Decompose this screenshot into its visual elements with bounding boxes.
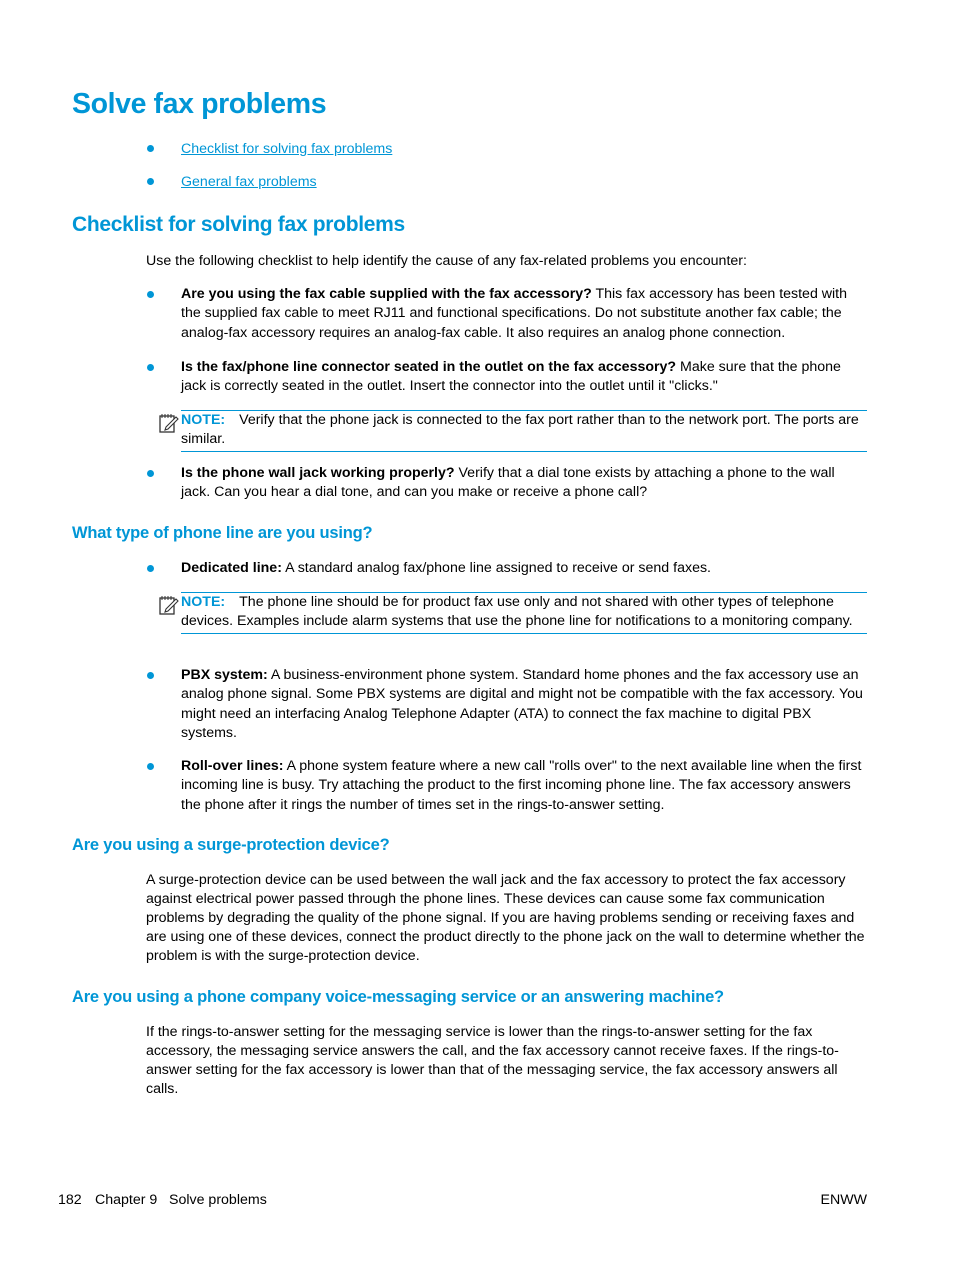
section-heading-phone-line: What type of phone line are you using? (72, 524, 373, 542)
bullet-icon (147, 145, 154, 152)
note-label: NOTE: (181, 412, 226, 428)
note-icon (157, 412, 179, 434)
item-text: A standard analog fax/phone line assigned to receive or send faxes. (281, 560, 711, 576)
item-bold: Is the fax/phone line connector seated in the outlet on the fax accessory? (181, 359, 677, 375)
item-bold: PBX system: (181, 667, 268, 683)
toc-link-checklist[interactable]: Checklist for solving fax problems (181, 141, 393, 157)
list-item (145, 559, 867, 578)
item-bold: Dedicated line: (181, 560, 282, 576)
item-text: Make sure that the phone jack is correctly seated in the outlet. Insert the connector into the outlet until it "clicks." (181, 359, 841, 395)
bullet-icon (147, 364, 154, 371)
list-item (145, 757, 867, 815)
item-bold: Is the phone wall jack working properly? (181, 465, 455, 481)
bullet-icon (147, 763, 154, 770)
list-item (145, 464, 867, 503)
list-item (145, 285, 867, 343)
bullet-icon (147, 178, 154, 185)
bullet-icon (147, 291, 154, 298)
item-text: A phone system feature where a new call "rolls over" to the next available line when the first incoming line is busy. Try attaching the product to the first incoming phone line. The fax accessory answers the phone after it rings the number of times set in the rings-to-answer setting. (181, 758, 862, 813)
section-heading-voice: Are you using a phone company voice-messaging service or an answering machine? (72, 988, 724, 1006)
note-text: The phone line should be for product fax use only and not shared with other types of telephone devices. Examples include alarm systems that use the phone line for notifications to a monitoring company. (181, 594, 853, 629)
item-text: A business-environment phone system. Standard home phones and the fax accessory use an analog phone signal. Some PBX systems are digital and might not be compatible with the fax accessory. You might need an interfacing Analog Telephone Adapter (ATA) to connect the fax machine to digital PBX systems. (181, 667, 863, 741)
bullet-icon (147, 565, 154, 572)
item-text: Verify that a dial tone exists by attaching a phone to the wall jack. Can you hear a dial tone, and can you make or receive a phone call? (181, 465, 835, 501)
footer-chapter-title: Solve problems (169, 1192, 267, 1208)
list-item (145, 358, 867, 397)
surge-body: A surge-protection device can be used between the wall jack and the fax accessory to protect the fax accessory against electrical power passed through the phone lines. These devices can cause some fax communication problems by degrading the quality of the phone signal. If you are having problems sending or receiving faxes and are using one of these devices, connect the product directly to the phone jack on the wall to determine whether the problem is with the surge-protection device. (146, 872, 865, 964)
voice-body: If the rings-to-answer setting for the messaging service is lower than the rings-to-answer setting for the fax accessory, the messaging service answers the call, and the fax accessory cannot receive faxes. If the rings-to-answer setting for the fax accessory is lower than that of the messaging service, the fax accessory answers all calls. (146, 1024, 839, 1097)
section-heading-surge: Are you using a surge-protection device? (72, 836, 390, 854)
list-item (145, 666, 867, 743)
footer-page-number: 182 (58, 1192, 82, 1208)
note-text: Verify that the phone jack is connected to the fax port rather than to the network port. The ports are similar. (181, 412, 859, 447)
item-bold: Are you using the fax cable supplied with the fax accessory? (181, 286, 592, 302)
footer-enww: ENWW (820, 1192, 867, 1208)
item-bold: Roll-over lines: (181, 758, 284, 774)
footer-chapter: Chapter 9 (95, 1192, 158, 1208)
section-heading-checklist: Checklist for solving fax problems (72, 213, 405, 236)
toc-link-general[interactable]: General fax problems (181, 174, 317, 190)
bullet-icon (147, 470, 154, 477)
note-box (181, 592, 867, 634)
checklist-intro: Use the following checklist to help identify the cause of any fax-related problems you encounter: (146, 253, 747, 269)
page-title: Solve fax problems (72, 88, 327, 120)
note-label: NOTE: (181, 594, 226, 610)
item-text: This fax accessory has been tested with the supplied fax cable to meet RJ11 and functional specifications. Do not substitute another fax cable; the analog-fax accessory requires an analog-fax cable. It also requires an analog phone connection. (181, 286, 848, 341)
note-box (181, 410, 867, 452)
bullet-icon (147, 672, 154, 679)
note-icon (157, 594, 179, 616)
